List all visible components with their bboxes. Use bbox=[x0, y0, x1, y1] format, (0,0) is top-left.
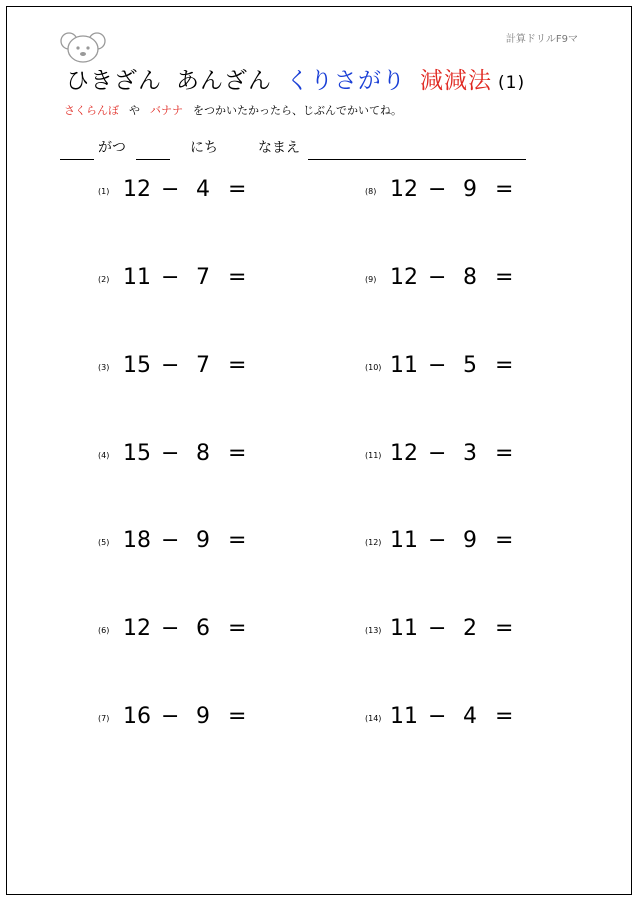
minus-sign: − bbox=[161, 616, 180, 641]
subtrahend: 3 bbox=[463, 441, 477, 466]
problem-10 bbox=[365, 353, 555, 383]
problem-1 bbox=[98, 177, 288, 207]
instr-ya: や bbox=[129, 104, 140, 117]
equals-sign: = bbox=[495, 704, 514, 729]
minuend: 16 bbox=[123, 704, 151, 729]
minuend: 12 bbox=[390, 441, 418, 466]
problem-6 bbox=[98, 616, 288, 646]
problem-2 bbox=[98, 265, 288, 295]
problem-9 bbox=[365, 265, 555, 295]
equals-sign: = bbox=[495, 265, 514, 290]
subtrahend: 7 bbox=[196, 353, 210, 378]
subtrahend: 4 bbox=[196, 177, 210, 202]
minuend: 15 bbox=[123, 441, 151, 466]
minuend: 15 bbox=[123, 353, 151, 378]
problem-7 bbox=[98, 704, 288, 734]
month-blank[interactable] bbox=[60, 159, 94, 160]
problem-index: (14) bbox=[365, 714, 382, 723]
subtrahend: 9 bbox=[196, 704, 210, 729]
subtrahend: 9 bbox=[463, 528, 477, 553]
title-kurisagari: くりさがり bbox=[286, 68, 406, 94]
subtrahend: 2 bbox=[463, 616, 477, 641]
problem-11 bbox=[365, 441, 555, 471]
problem-index: (6) bbox=[98, 626, 110, 635]
minuend: 11 bbox=[390, 704, 418, 729]
problem-index: (3) bbox=[98, 363, 110, 372]
problem-5 bbox=[98, 528, 288, 558]
brand-label: 計算ドリルF9マ bbox=[505, 34, 578, 45]
equals-sign: = bbox=[495, 177, 514, 202]
day-blank[interactable] bbox=[136, 159, 170, 160]
equals-sign: = bbox=[228, 441, 247, 466]
equals-sign: = bbox=[228, 353, 247, 378]
problem-3 bbox=[98, 353, 288, 383]
problem-index: (5) bbox=[98, 538, 110, 547]
subtrahend: 4 bbox=[463, 704, 477, 729]
subtrahend: 5 bbox=[463, 353, 477, 378]
worksheet-title bbox=[66, 62, 525, 95]
equals-sign: = bbox=[495, 616, 514, 641]
title-hikizan: ひきざん bbox=[66, 68, 162, 94]
minuend: 18 bbox=[123, 528, 151, 553]
instr-banana: バナナ bbox=[150, 104, 183, 117]
minus-sign: − bbox=[428, 177, 447, 202]
title-number: (1) bbox=[498, 73, 526, 93]
mouse-logo-icon bbox=[60, 30, 106, 64]
minuend: 12 bbox=[123, 616, 151, 641]
problem-index: (7) bbox=[98, 714, 110, 723]
minuend: 12 bbox=[123, 177, 151, 202]
title-method: 減減法 bbox=[420, 68, 492, 94]
equals-sign: = bbox=[495, 441, 514, 466]
minuend: 11 bbox=[390, 528, 418, 553]
equals-sign: = bbox=[228, 616, 247, 641]
instr-sakuranbo: さくらんぼ bbox=[64, 104, 119, 117]
equals-sign: = bbox=[228, 177, 247, 202]
instr-rest: をつかいたかったら、じぶんでかいてね。 bbox=[193, 104, 402, 117]
problem-index: (12) bbox=[365, 538, 382, 547]
name-line bbox=[60, 138, 530, 160]
subtrahend: 8 bbox=[196, 441, 210, 466]
minuend: 11 bbox=[123, 265, 151, 290]
minus-sign: − bbox=[428, 528, 447, 553]
problem-index: (9) bbox=[365, 275, 377, 284]
minus-sign: − bbox=[428, 441, 447, 466]
minus-sign: − bbox=[428, 353, 447, 378]
minus-sign: − bbox=[428, 616, 447, 641]
equals-sign: = bbox=[228, 528, 247, 553]
title-anzan: あんざん bbox=[176, 68, 272, 94]
problem-index: (1) bbox=[98, 187, 110, 196]
subtrahend: 8 bbox=[463, 265, 477, 290]
instructions bbox=[64, 102, 412, 118]
equals-sign: = bbox=[495, 353, 514, 378]
name-label: なまえ bbox=[258, 140, 300, 156]
minus-sign: − bbox=[428, 704, 447, 729]
minus-sign: − bbox=[161, 704, 180, 729]
minuend: 12 bbox=[390, 177, 418, 202]
month-label: がつ bbox=[98, 140, 126, 156]
minus-sign: − bbox=[161, 265, 180, 290]
minuend: 11 bbox=[390, 353, 418, 378]
equals-sign: = bbox=[495, 528, 514, 553]
problem-4 bbox=[98, 441, 288, 471]
problem-index: (11) bbox=[365, 451, 382, 460]
subtrahend: 7 bbox=[196, 265, 210, 290]
subtrahend: 6 bbox=[196, 616, 210, 641]
problem-12 bbox=[365, 528, 555, 558]
subtrahend: 9 bbox=[463, 177, 477, 202]
problem-8 bbox=[365, 177, 555, 207]
minus-sign: − bbox=[161, 353, 180, 378]
minus-sign: − bbox=[161, 177, 180, 202]
minus-sign: − bbox=[161, 528, 180, 553]
minuend: 11 bbox=[390, 616, 418, 641]
problem-index: (10) bbox=[365, 363, 382, 372]
minus-sign: − bbox=[428, 265, 447, 290]
minuend: 12 bbox=[390, 265, 418, 290]
equals-sign: = bbox=[228, 704, 247, 729]
problem-index: (8) bbox=[365, 187, 377, 196]
problem-13 bbox=[365, 616, 555, 646]
problem-index: (13) bbox=[365, 626, 382, 635]
day-label: にち bbox=[190, 140, 218, 156]
minus-sign: − bbox=[161, 441, 180, 466]
name-blank[interactable] bbox=[308, 159, 526, 160]
equals-sign: = bbox=[228, 265, 247, 290]
subtrahend: 9 bbox=[196, 528, 210, 553]
problem-index: (4) bbox=[98, 451, 110, 460]
problem-index: (2) bbox=[98, 275, 110, 284]
problem-14 bbox=[365, 704, 555, 734]
